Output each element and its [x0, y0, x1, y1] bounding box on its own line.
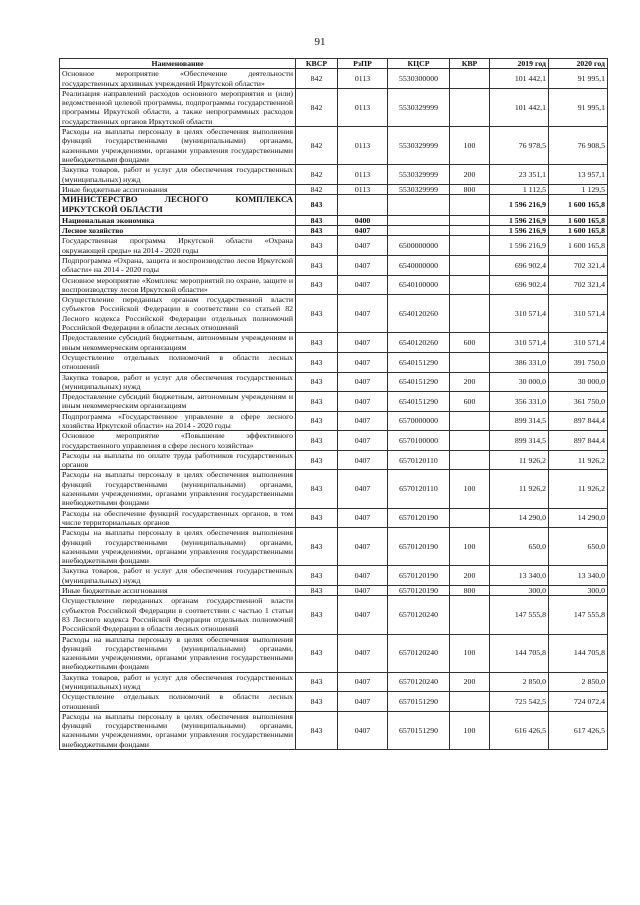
- cell-kvsr: 843: [296, 352, 338, 372]
- cell-kvsr: 843: [296, 431, 338, 451]
- table-row: [60, 411, 608, 431]
- cell-kvsr: 843: [296, 508, 338, 528]
- page-number: 91: [314, 36, 326, 48]
- cell-rzpr: 0407: [338, 431, 388, 451]
- cell-name: Основное мероприятие «Обеспечение деятельности государственных архивных учреждений Иркутской области»: [60, 69, 296, 89]
- cell-2019: 1 596 216,9: [490, 215, 549, 225]
- cell-kvsr: 843: [296, 236, 338, 256]
- table-row: [60, 69, 608, 89]
- cell-name: Осуществление переданных органам государственной власти субъектов Российской Федерации в соответствии со статьей 82 Лесного кодекса Российской Федерации отдельных полномочий Российской Федерации в области лесных отношений: [60, 295, 296, 333]
- table-row: [60, 165, 608, 185]
- cell-kcsr: 6540120260: [388, 295, 450, 333]
- cell-kvr: [450, 275, 490, 295]
- table-row: [60, 88, 608, 126]
- header-kvr: КВР: [450, 59, 490, 69]
- cell-2020: 702 321,4: [549, 255, 608, 275]
- cell-kcsr: 6540000000: [388, 255, 450, 275]
- cell-2019: 300,0: [490, 586, 549, 596]
- cell-kcsr: 6570120190: [388, 566, 450, 586]
- cell-kvr: [450, 69, 490, 89]
- header-2019: 2019 год: [490, 59, 549, 69]
- cell-2020: 11 926,2: [549, 450, 608, 470]
- cell-2020: 897 844,4: [549, 431, 608, 451]
- cell-rzpr: 0407: [338, 566, 388, 586]
- cell-2020: 76 908,5: [549, 127, 608, 165]
- table-row: [60, 127, 608, 165]
- table-row: [60, 195, 608, 216]
- cell-kvsr: 843: [296, 295, 338, 333]
- cell-2020: 1 129,5: [549, 184, 608, 194]
- cell-kvr: 100: [450, 470, 490, 508]
- cell-2020: 391 750,0: [549, 352, 608, 372]
- cell-2020: 310 571,4: [549, 333, 608, 353]
- cell-kvsr: 843: [296, 226, 338, 236]
- cell-kvr: [450, 692, 490, 712]
- cell-2020: 13 340,0: [549, 566, 608, 586]
- table-row: [60, 215, 608, 225]
- cell-name: Осуществление отдельных полномочий в области лесных отношений: [60, 692, 296, 712]
- cell-name: Иные бюджетные ассигнования: [60, 184, 296, 194]
- cell-name: Подпрограмма «Государственное управление в сфере лесного хозяйства Иркутской области» на 2014 - 2020 годы: [60, 411, 296, 431]
- cell-name: Предоставление субсидий бюджетным, автономным учреждениям и иным некоммерческим организациям: [60, 392, 296, 412]
- cell-kcsr: 6540120260: [388, 333, 450, 353]
- cell-2019: 310 571,4: [490, 333, 549, 353]
- cell-rzpr: 0400: [338, 215, 388, 225]
- budget-table: [59, 58, 608, 750]
- cell-rzpr: 0407: [338, 236, 388, 256]
- cell-kcsr: 5530329999: [388, 88, 450, 126]
- cell-2019: 147 555,8: [490, 596, 549, 634]
- cell-kvsr: 842: [296, 69, 338, 89]
- cell-name: Расходы на выплаты персоналу в целях обеспечения выполнения функций государственными (муниципальными) органами, казенными учреждениями, органами управления государственными внебюджетными фондами: [60, 127, 296, 165]
- table-header-row: [60, 59, 608, 69]
- cell-kcsr: 6540100000: [388, 275, 450, 295]
- cell-name: Расходы на обеспечение функций государственных органов, в том числе территориальных органов: [60, 508, 296, 528]
- cell-2019: 386 331,0: [490, 352, 549, 372]
- table-row: [60, 295, 608, 333]
- table-row: [60, 226, 608, 236]
- cell-rzpr: 0113: [338, 184, 388, 194]
- cell-kvsr: 843: [296, 275, 338, 295]
- cell-kvr: 800: [450, 184, 490, 194]
- cell-2020: 91 995,1: [549, 69, 608, 89]
- cell-kvsr: 843: [296, 672, 338, 692]
- cell-kvsr: 842: [296, 127, 338, 165]
- cell-rzpr: 0407: [338, 470, 388, 508]
- cell-kcsr: 6570120110: [388, 470, 450, 508]
- table-row: [60, 711, 608, 749]
- cell-2019: 144 705,8: [490, 634, 549, 672]
- cell-2020: 617 426,5: [549, 711, 608, 749]
- table-row: [60, 372, 608, 392]
- header-kvsr: КВСР: [296, 59, 338, 69]
- cell-kvsr: 843: [296, 450, 338, 470]
- cell-2020: 897 844,4: [549, 411, 608, 431]
- cell-2020: 11 926,2: [549, 470, 608, 508]
- cell-2019: 696 902,4: [490, 255, 549, 275]
- cell-2020: 2 850,0: [549, 672, 608, 692]
- cell-kvsr: 843: [296, 255, 338, 275]
- cell-2019: 23 351,1: [490, 165, 549, 185]
- cell-2019: 1 596 216,9: [490, 236, 549, 256]
- cell-kvsr: 843: [296, 528, 338, 566]
- cell-name: Расходы на выплаты по оплате труда работников государственных органов: [60, 450, 296, 470]
- cell-name: Иные бюджетные ассигнования: [60, 586, 296, 596]
- cell-2019: 725 542,5: [490, 692, 549, 712]
- table-row: [60, 333, 608, 353]
- cell-kvr: 600: [450, 392, 490, 412]
- cell-name: Расходы на выплаты персоналу в целях обеспечения выполнения функций государственными (муниципальными) органами, казенными учреждениями, органами управления государственными внебюджетными фондами: [60, 470, 296, 508]
- table-row: [60, 566, 608, 586]
- cell-2020: 91 995,1: [549, 88, 608, 126]
- cell-2019: 1 112,5: [490, 184, 549, 194]
- cell-kcsr: 6570120190: [388, 528, 450, 566]
- header-2020: 2020 год: [549, 59, 608, 69]
- table-row: [60, 275, 608, 295]
- cell-rzpr: 0407: [338, 392, 388, 412]
- cell-kvsr: 843: [296, 372, 338, 392]
- cell-rzpr: 0407: [338, 596, 388, 634]
- cell-kvr: [450, 255, 490, 275]
- cell-name: Расходы на выплаты персоналу в целях обеспечения выполнения функций государственными (муниципальными) органами, казенными учреждениями, органами управления государственными внебюджетными фондами: [60, 711, 296, 749]
- table-row: [60, 470, 608, 508]
- cell-rzpr: 0407: [338, 226, 388, 236]
- cell-kcsr: 6570120190: [388, 508, 450, 528]
- cell-rzpr: 0407: [338, 333, 388, 353]
- cell-2020: 1 600 165,8: [549, 215, 608, 225]
- header-kcsr: КЦСР: [388, 59, 450, 69]
- cell-rzpr: 0407: [338, 352, 388, 372]
- cell-kcsr: 6540151290: [388, 372, 450, 392]
- table-row: [60, 255, 608, 275]
- cell-kcsr: 6540151290: [388, 352, 450, 372]
- table-row: [60, 508, 608, 528]
- cell-2020: 1 600 165,8: [549, 226, 608, 236]
- cell-kvsr: 843: [296, 634, 338, 672]
- cell-rzpr: 0407: [338, 586, 388, 596]
- cell-2020: 361 750,0: [549, 392, 608, 412]
- cell-kvsr: 843: [296, 195, 338, 216]
- cell-kvr: 200: [450, 566, 490, 586]
- cell-2019: 2 850,0: [490, 672, 549, 692]
- cell-kvr: [450, 226, 490, 236]
- cell-name: Подпрограмма «Охрана, защита и воспроизводство лесов Иркутской области» на 2014 - 2020 годы: [60, 255, 296, 275]
- cell-kvr: [450, 596, 490, 634]
- cell-kvr: [450, 215, 490, 225]
- table-row: [60, 634, 608, 672]
- table-row: [60, 352, 608, 372]
- cell-2020: 650,0: [549, 528, 608, 566]
- cell-2019: 650,0: [490, 528, 549, 566]
- cell-kvsr: 842: [296, 165, 338, 185]
- table-row: [60, 596, 608, 634]
- cell-kvr: [450, 352, 490, 372]
- cell-name: Закупка товаров, работ и услуг для обеспечения государственных (муниципальных) нужд: [60, 566, 296, 586]
- cell-kcsr: 6570120240: [388, 672, 450, 692]
- table-row: [60, 450, 608, 470]
- header-rzpr: РзПР: [338, 59, 388, 69]
- cell-2019: 1 596 216,9: [490, 226, 549, 236]
- cell-rzpr: 0407: [338, 528, 388, 566]
- cell-kvr: 800: [450, 586, 490, 596]
- cell-name: МИНИСТЕРСТВО ЛЕСНОГО КОМПЛЕКСА ИРКУТСКОЙ ОБЛАСТИ: [60, 195, 296, 216]
- cell-2020: 702 321,4: [549, 275, 608, 295]
- cell-rzpr: 0407: [338, 711, 388, 749]
- cell-2019: 899 314,5: [490, 411, 549, 431]
- cell-rzpr: 0407: [338, 450, 388, 470]
- cell-rzpr: 0407: [338, 634, 388, 672]
- cell-kvr: [450, 450, 490, 470]
- cell-2019: 356 331,0: [490, 392, 549, 412]
- cell-2019: 101 442,1: [490, 69, 549, 89]
- table-row: [60, 236, 608, 256]
- cell-kvsr: 843: [296, 411, 338, 431]
- cell-kcsr: 6570100000: [388, 431, 450, 451]
- cell-name: Предоставление субсидий бюджетным, автономным учреждениям и иным некоммерческим организациям: [60, 333, 296, 353]
- cell-kvr: [450, 431, 490, 451]
- cell-kcsr: 5530329999: [388, 184, 450, 194]
- table-row: [60, 431, 608, 451]
- cell-kvsr: 843: [296, 586, 338, 596]
- cell-kvr: [450, 195, 490, 216]
- cell-kcsr: 6570120190: [388, 586, 450, 596]
- cell-name: Закупка товаров, работ и услуг для обеспечения государственных (муниципальных) нужд: [60, 372, 296, 392]
- cell-kvr: 100: [450, 634, 490, 672]
- cell-kcsr: [388, 215, 450, 225]
- cell-2019: 11 926,2: [490, 450, 549, 470]
- cell-name: Закупка товаров, работ и услуг для обеспечения государственных (муниципальных) нужд: [60, 165, 296, 185]
- cell-2020: 14 290,0: [549, 508, 608, 528]
- cell-2019: 13 340,0: [490, 566, 549, 586]
- table-body: [60, 69, 608, 750]
- cell-kvsr: 843: [296, 392, 338, 412]
- cell-2019: 14 290,0: [490, 508, 549, 528]
- cell-kcsr: 6570120110: [388, 450, 450, 470]
- cell-kvr: 100: [450, 528, 490, 566]
- cell-kcsr: 5530300000: [388, 69, 450, 89]
- cell-rzpr: 0407: [338, 508, 388, 528]
- cell-2019: 616 426,5: [490, 711, 549, 749]
- cell-kvsr: 843: [296, 333, 338, 353]
- cell-rzpr: 0407: [338, 692, 388, 712]
- header-name: Наименование: [60, 59, 296, 69]
- cell-2020: 30 000,0: [549, 372, 608, 392]
- table-row: [60, 586, 608, 596]
- cell-name: Осуществление отдельных полномочий в области лесных отношений: [60, 352, 296, 372]
- cell-2020: 147 555,8: [549, 596, 608, 634]
- table-row: [60, 392, 608, 412]
- cell-name: Осуществление переданных органам государственной власти субъектов Российской Федерации в соответствии с частью 1 статьи 83 Лесного кодекса Российской Федерации отдельных полномочий Российской Федерации в области лесных отношений: [60, 596, 296, 634]
- cell-rzpr: 0407: [338, 672, 388, 692]
- cell-name: Основное мероприятие «Комплекс мероприятий по охране, защите и воспроизводству лесов Иркутской области»: [60, 275, 296, 295]
- cell-name: Лесное хозяйство: [60, 226, 296, 236]
- cell-rzpr: 0113: [338, 69, 388, 89]
- cell-kvr: [450, 411, 490, 431]
- cell-rzpr: 0407: [338, 372, 388, 392]
- cell-kvsr: 843: [296, 692, 338, 712]
- cell-kcsr: 6500000000: [388, 236, 450, 256]
- cell-name: Расходы на выплаты персоналу в целях обеспечения выполнения функций государственными (муниципальными) органами, казенными учреждениями, органами управления государственными внебюджетными фондами: [60, 528, 296, 566]
- cell-name: Государственная программа Иркутской области «Охрана окружающей среды» на 2014 - 2020 годы: [60, 236, 296, 256]
- cell-2019: 30 000,0: [490, 372, 549, 392]
- cell-kvr: 100: [450, 711, 490, 749]
- cell-rzpr: 0407: [338, 295, 388, 333]
- cell-2019: 11 926,2: [490, 470, 549, 508]
- cell-kcsr: 6570000000: [388, 411, 450, 431]
- cell-2020: 300,0: [549, 586, 608, 596]
- cell-name: Основное мероприятие «Повышение эффективного государственного управления в сфере лесного хозяйства»: [60, 431, 296, 451]
- table-row: [60, 672, 608, 692]
- cell-kvr: 100: [450, 127, 490, 165]
- cell-2019: 310 571,4: [490, 295, 549, 333]
- table-row: [60, 528, 608, 566]
- cell-2019: 1 596 216,9: [490, 195, 549, 216]
- cell-kvr: 600: [450, 333, 490, 353]
- cell-2020: 724 072,4: [549, 692, 608, 712]
- cell-2019: 76 978,5: [490, 127, 549, 165]
- cell-kvsr: 843: [296, 566, 338, 586]
- cell-kcsr: 6570120240: [388, 634, 450, 672]
- cell-kcsr: 6570151290: [388, 711, 450, 749]
- cell-kvr: 200: [450, 672, 490, 692]
- cell-kvr: [450, 236, 490, 256]
- cell-kvr: 200: [450, 165, 490, 185]
- cell-kvr: [450, 295, 490, 333]
- cell-2019: 696 902,4: [490, 275, 549, 295]
- cell-kcsr: 5530329999: [388, 165, 450, 185]
- cell-rzpr: 0113: [338, 165, 388, 185]
- cell-name: Расходы на выплаты персоналу в целях обеспечения выполнения функций государственными (муниципальными) органами, казенными учреждениями, органами управления государственными внебюджетными фондами: [60, 634, 296, 672]
- cell-kvsr: 842: [296, 184, 338, 194]
- cell-2020: 310 571,4: [549, 295, 608, 333]
- cell-rzpr: 0407: [338, 275, 388, 295]
- cell-kcsr: 5530329999: [388, 127, 450, 165]
- cell-kcsr: [388, 226, 450, 236]
- cell-rzpr: 0113: [338, 127, 388, 165]
- table-row: [60, 692, 608, 712]
- cell-kvsr: 843: [296, 470, 338, 508]
- cell-kvsr: 843: [296, 711, 338, 749]
- cell-kcsr: 6570151290: [388, 692, 450, 712]
- cell-kcsr: [388, 195, 450, 216]
- cell-rzpr: 0113: [338, 88, 388, 126]
- cell-2020: 144 705,8: [549, 634, 608, 672]
- cell-kvr: [450, 508, 490, 528]
- cell-name: Закупка товаров, работ и услуг для обеспечения государственных (муниципальных) нужд: [60, 672, 296, 692]
- table-row: [60, 184, 608, 194]
- cell-rzpr: [338, 195, 388, 216]
- cell-kvsr: 843: [296, 596, 338, 634]
- cell-rzpr: 0407: [338, 255, 388, 275]
- cell-2019: 899 314,5: [490, 431, 549, 451]
- cell-kvsr: 842: [296, 88, 338, 126]
- cell-kcsr: 6570120240: [388, 596, 450, 634]
- cell-kvr: [450, 88, 490, 126]
- cell-rzpr: 0407: [338, 411, 388, 431]
- cell-2020: 13 957,1: [549, 165, 608, 185]
- cell-kvr: 200: [450, 372, 490, 392]
- cell-kvsr: 843: [296, 215, 338, 225]
- cell-2020: 1 600 165,8: [549, 236, 608, 256]
- cell-2019: 101 442,1: [490, 88, 549, 126]
- cell-name: Национальная экономика: [60, 215, 296, 225]
- cell-name: Реализация направлений расходов основного мероприятия и (или) ведомственной целевой программы, подпрограммы государственной программы Иркутской области, а также непрограммных расходов государственных органов Иркутской области: [60, 88, 296, 126]
- cell-2020: 1 600 165,8: [549, 195, 608, 216]
- cell-kcsr: 6540151290: [388, 392, 450, 412]
